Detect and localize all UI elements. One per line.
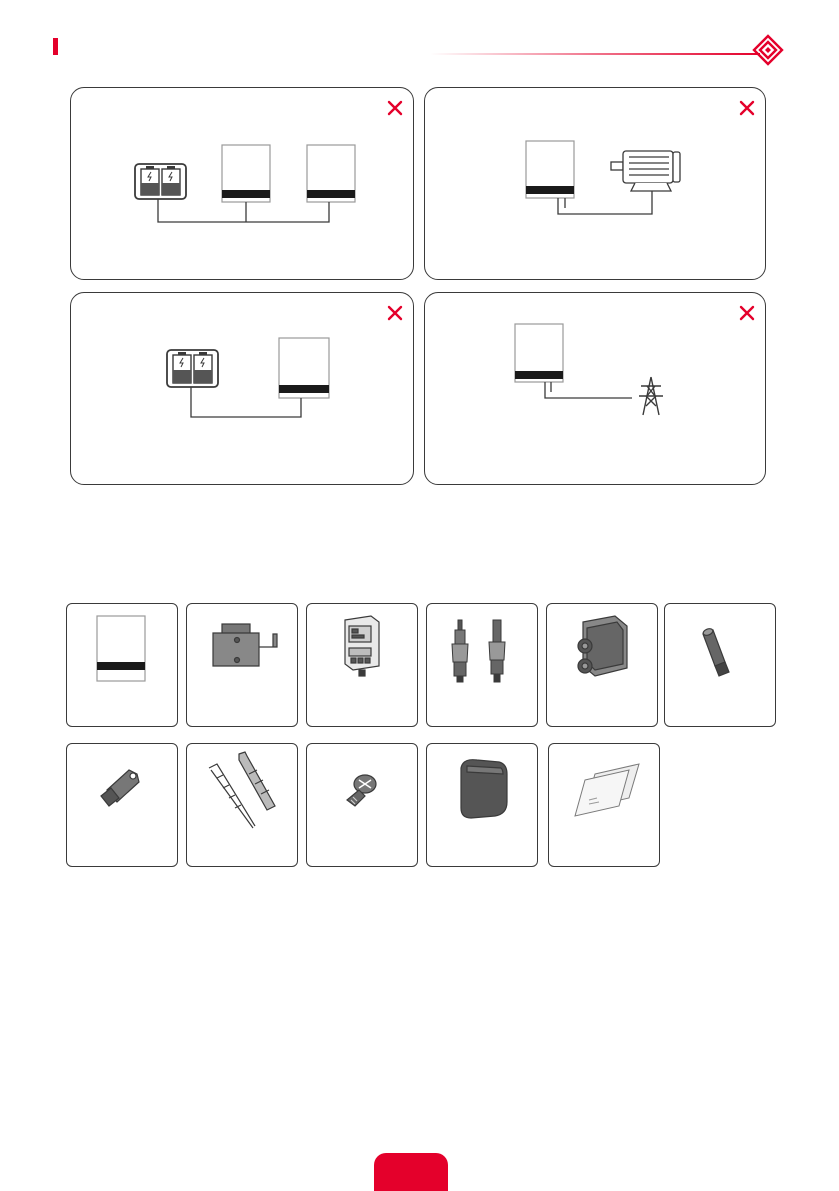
scenario-card-battery-inverter [70,292,414,485]
page-number-tab [374,1153,448,1191]
scenario-card-motor-load [424,87,766,280]
cord-end-terminal-icon [702,627,729,676]
documents-icon [575,764,639,816]
header-rule [430,53,760,55]
red-x-icon [739,100,755,116]
smart-meter-icon [345,616,379,676]
inverter-icon [279,338,329,398]
accessory-inverter [66,603,178,727]
accessory-ot-terminal [66,743,178,867]
inverter-icon [97,616,145,681]
red-x-icon [739,305,755,321]
red-x-icon [387,100,403,116]
section-marker [53,38,58,55]
motor-icon [611,151,680,191]
protective-cover-icon [461,760,507,818]
scenario-card-battery-multi-inverter [70,87,414,280]
inverter-icon [307,145,355,202]
red-x-icon [387,305,403,321]
accessory-cord-end-terminal [664,603,776,727]
accessory-screw [306,743,418,867]
screw-icon [347,775,376,806]
accessory-protective-cover [426,743,538,867]
inverter-icon [526,141,574,198]
ac-connector-box-icon [578,616,627,676]
pv-connector-icon [452,620,505,682]
accessory-pv-connectors [426,603,538,727]
mounting-bracket-icon [213,624,277,666]
battery-pack-icon [135,164,186,199]
scenario-card-grid-tower [424,292,766,485]
red-diamond-logo-icon [752,34,784,66]
connection-wires [545,382,632,398]
power-tower-icon [639,377,663,415]
expansion-bolt-icon [209,752,275,828]
accessory-expansion-bolts [186,743,298,867]
ot-terminal-icon [101,770,139,806]
battery-pack-icon [167,350,218,387]
inverter-icon [222,145,270,202]
inverter-icon [515,324,563,382]
accessory-mounting-bracket [186,603,298,727]
accessory-smart-meter [306,603,418,727]
accessory-ac-connector [546,603,658,727]
accessory-documents [548,743,660,867]
